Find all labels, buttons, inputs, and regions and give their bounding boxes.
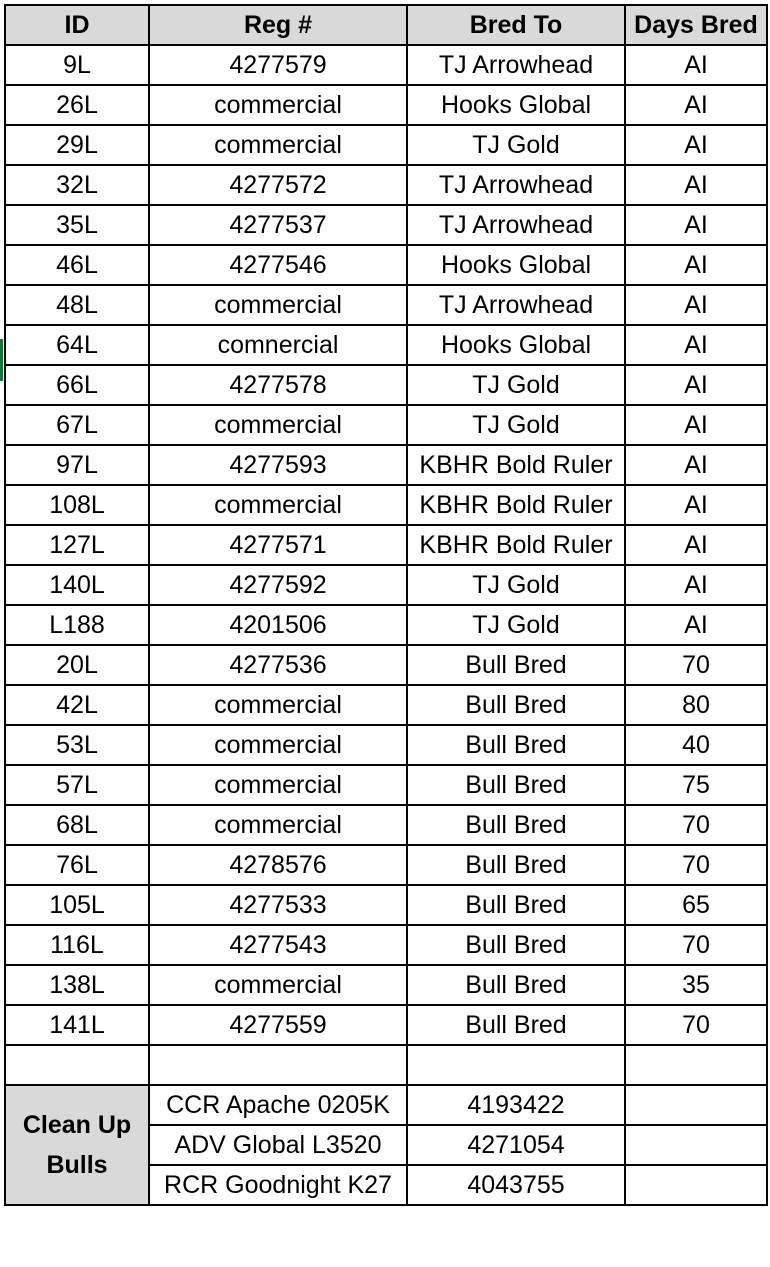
cell-id[interactable]: 140L [5, 565, 149, 605]
cell-days-bred[interactable]: 65 [625, 885, 767, 925]
cell-days-bred[interactable]: AI [625, 525, 767, 565]
cell-bred-to[interactable]: TJ Gold [407, 565, 625, 605]
table-row [5, 85, 767, 125]
table-row [5, 485, 767, 525]
table-row [5, 325, 767, 365]
cell-id[interactable]: 35L [5, 205, 149, 245]
cell-bred-to[interactable]: TJ Gold [407, 405, 625, 445]
cell-days-bred[interactable]: AI [625, 605, 767, 645]
cell-reg[interactable]: commercial [149, 765, 407, 805]
table-row [5, 925, 767, 965]
cell-days-bred[interactable]: AI [625, 485, 767, 525]
cell-bred-to[interactable]: Bull Bred [407, 645, 625, 685]
table-row [5, 605, 767, 645]
cell-reg[interactable]: commercial [149, 965, 407, 1005]
cell-days-bred[interactable]: AI [625, 205, 767, 245]
cell-reg[interactable]: commercial [149, 485, 407, 525]
table-row [5, 725, 767, 765]
cell-cleanup-bull-reg[interactable]: 4193422 [407, 1085, 625, 1125]
cell-id[interactable]: 141L [5, 1005, 149, 1045]
cell-id[interactable]: 46L [5, 245, 149, 285]
cell-id[interactable]: 9L [5, 45, 149, 85]
cleanup-bulls-label[interactable]: Clean Up Bulls [5, 1085, 149, 1205]
header-id[interactable]: ID [5, 5, 149, 45]
table-row [5, 965, 767, 1005]
cell-id[interactable]: 68L [5, 805, 149, 845]
cell-id[interactable]: 108L [5, 485, 149, 525]
cell-id[interactable]: 105L [5, 885, 149, 925]
cell-id[interactable]: 57L [5, 765, 149, 805]
cell-days-bred[interactable]: 70 [625, 805, 767, 845]
cell-bred-to[interactable]: Bull Bred [407, 765, 625, 805]
cell-reg[interactable]: 4277559 [149, 1005, 407, 1045]
cell-id[interactable]: 66L [5, 365, 149, 405]
cell-days-bred[interactable]: 80 [625, 685, 767, 725]
cell-reg[interactable]: 4277572 [149, 165, 407, 205]
table-row [5, 685, 767, 725]
cell-bred-to[interactable]: KBHR Bold Ruler [407, 445, 625, 485]
cell-cleanup-bull-name[interactable]: RCR Goodnight K27 [149, 1165, 407, 1205]
cell-reg[interactable]: 4278576 [149, 845, 407, 885]
cell-id[interactable]: 42L [5, 685, 149, 725]
cell-reg[interactable]: 4277533 [149, 885, 407, 925]
cell-id[interactable]: 48L [5, 285, 149, 325]
cell-days-bred[interactable]: AI [625, 165, 767, 205]
cell-days-bred[interactable]: AI [625, 285, 767, 325]
cell-id[interactable]: 116L [5, 925, 149, 965]
cell-days-bred[interactable]: AI [625, 405, 767, 445]
cell-reg[interactable]: comnercial [149, 325, 407, 365]
cell-bred-to[interactable]: Hooks Global [407, 85, 625, 125]
cell-blank[interactable] [5, 1045, 149, 1085]
cell-blank[interactable] [625, 1045, 767, 1085]
cell-id[interactable]: 76L [5, 845, 149, 885]
cell-days-bred[interactable]: AI [625, 45, 767, 85]
cell-reg[interactable]: 4277593 [149, 445, 407, 485]
table-row [5, 245, 767, 285]
cell-days-bred[interactable]: AI [625, 325, 767, 365]
cell-reg[interactable]: commercial [149, 685, 407, 725]
cell-bred-to[interactable]: TJ Gold [407, 365, 625, 405]
cell-id[interactable]: 53L [5, 725, 149, 765]
cell-days-bred[interactable]: 70 [625, 645, 767, 685]
cell-cleanup-bull-name[interactable]: CCR Apache 0205K [149, 1085, 407, 1125]
cell-blank[interactable] [149, 1045, 407, 1085]
cell-bred-to[interactable]: Bull Bred [407, 1005, 625, 1045]
table-row [5, 365, 767, 405]
cell-id[interactable]: 97L [5, 445, 149, 485]
cell-bred-to[interactable]: TJ Arrowhead [407, 165, 625, 205]
cell-days-bred[interactable]: 70 [625, 1005, 767, 1045]
cell-blank[interactable] [625, 1085, 767, 1125]
cell-reg[interactable]: 4277536 [149, 645, 407, 685]
cell-bred-to[interactable]: Hooks Global [407, 245, 625, 285]
cell-days-bred[interactable]: AI [625, 565, 767, 605]
cell-days-bred[interactable]: AI [625, 245, 767, 285]
table-row [5, 405, 767, 445]
table-row [5, 285, 767, 325]
table-row [5, 1005, 767, 1045]
cell-reg[interactable]: 4277592 [149, 565, 407, 605]
cell-days-bred[interactable]: AI [625, 445, 767, 485]
table-row [5, 765, 767, 805]
cell-days-bred[interactable]: 70 [625, 925, 767, 965]
cell-id[interactable]: 20L [5, 645, 149, 685]
cell-bred-to[interactable]: TJ Arrowhead [407, 285, 625, 325]
table-row [5, 45, 767, 85]
cell-bred-to[interactable]: TJ Gold [407, 125, 625, 165]
table-row [5, 445, 767, 485]
cell-id[interactable]: 26L [5, 85, 149, 125]
cell-reg[interactable]: commercial [149, 405, 407, 445]
cell-reg[interactable]: 4201506 [149, 605, 407, 645]
cell-reg[interactable]: commercial [149, 125, 407, 165]
cell-reg[interactable]: commercial [149, 85, 407, 125]
cell-bred-to[interactable]: Bull Bred [407, 805, 625, 845]
cell-id[interactable]: 29L [5, 125, 149, 165]
cell-bred-to[interactable]: Bull Bred [407, 965, 625, 1005]
cell-reg[interactable]: 4277571 [149, 525, 407, 565]
breeding-table [4, 4, 768, 1206]
cell-reg[interactable]: 4277579 [149, 45, 407, 85]
cell-id[interactable]: L188 [5, 605, 149, 645]
cell-days-bred[interactable]: 70 [625, 845, 767, 885]
cell-reg[interactable]: 4277543 [149, 925, 407, 965]
table-row [5, 645, 767, 685]
cell-days-bred[interactable]: AI [625, 85, 767, 125]
cell-days-bred[interactable]: 40 [625, 725, 767, 765]
cell-bred-to[interactable]: Bull Bred [407, 925, 625, 965]
header-days-bred[interactable]: Days Bred [625, 5, 767, 45]
cell-id[interactable]: 127L [5, 525, 149, 565]
cell-bred-to[interactable]: Bull Bred [407, 685, 625, 725]
blank-row [5, 1045, 767, 1085]
table-row [5, 845, 767, 885]
cell-id[interactable]: 32L [5, 165, 149, 205]
header-bred-to[interactable]: Bred To [407, 5, 625, 45]
cell-reg[interactable]: 4277578 [149, 365, 407, 405]
header-row [5, 5, 767, 45]
cell-bred-to[interactable]: Bull Bred [407, 885, 625, 925]
cell-blank[interactable] [625, 1165, 767, 1205]
cell-days-bred[interactable]: AI [625, 365, 767, 405]
table-body [5, 45, 767, 1205]
table-row [5, 205, 767, 245]
cell-days-bred[interactable]: 35 [625, 965, 767, 1005]
cell-bred-to[interactable]: KBHR Bold Ruler [407, 485, 625, 525]
cell-cleanup-bull-reg[interactable]: 4271054 [407, 1125, 625, 1165]
cell-bred-to[interactable]: Bull Bred [407, 725, 625, 765]
table-row [5, 125, 767, 165]
cell-blank[interactable] [407, 1045, 625, 1085]
cell-reg[interactable]: 4277546 [149, 245, 407, 285]
cleanup-row [5, 1085, 767, 1125]
row-selection-indicator [0, 339, 3, 381]
table-row [5, 565, 767, 605]
cell-reg[interactable]: commercial [149, 285, 407, 325]
cell-bred-to[interactable]: TJ Gold [407, 605, 625, 645]
table-row [5, 885, 767, 925]
cell-reg[interactable]: commercial [149, 725, 407, 765]
cell-days-bred[interactable]: AI [625, 125, 767, 165]
table-row [5, 805, 767, 845]
cell-reg[interactable]: commercial [149, 805, 407, 845]
cell-bred-to[interactable]: Bull Bred [407, 845, 625, 885]
cell-bred-to[interactable]: TJ Arrowhead [407, 205, 625, 245]
header-reg[interactable]: Reg # [149, 5, 407, 45]
cell-bred-to[interactable]: TJ Arrowhead [407, 45, 625, 85]
cell-reg[interactable]: 4277537 [149, 205, 407, 245]
table-row [5, 165, 767, 205]
cell-id[interactable]: 64L [5, 325, 149, 365]
cell-bred-to[interactable]: Hooks Global [407, 325, 625, 365]
cell-cleanup-bull-name[interactable]: ADV Global L3520 [149, 1125, 407, 1165]
cell-blank[interactable] [625, 1125, 767, 1165]
cell-id[interactable]: 138L [5, 965, 149, 1005]
cell-cleanup-bull-reg[interactable]: 4043755 [407, 1165, 625, 1205]
cell-bred-to[interactable]: KBHR Bold Ruler [407, 525, 625, 565]
cell-days-bred[interactable]: 75 [625, 765, 767, 805]
table-row [5, 525, 767, 565]
cell-id[interactable]: 67L [5, 405, 149, 445]
